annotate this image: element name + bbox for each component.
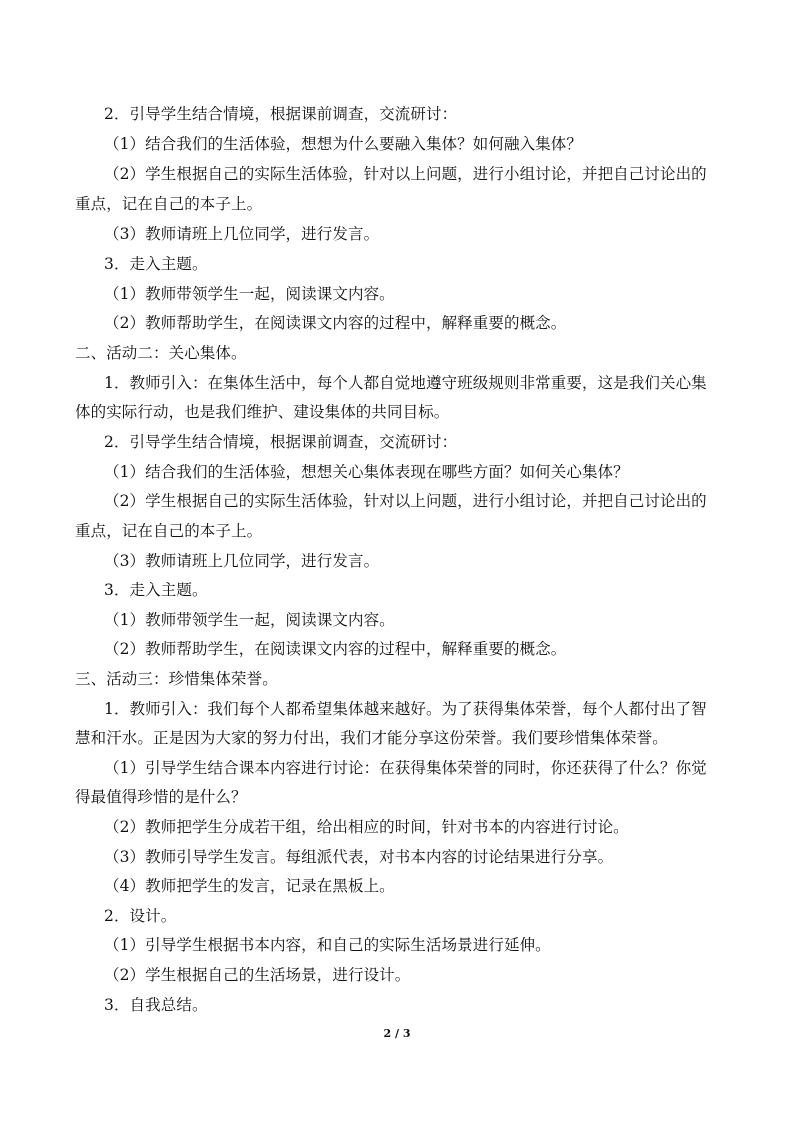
text-line: （2）教师把学生分成若干组，给出相应的时间，针对书本的内容进行讨论。 [104, 818, 629, 836]
text-line: （1）教师带领学生一起，阅读课文内容。 [104, 611, 395, 629]
text-line: 慧和汗水。正是因为大家的努力付出，我们才能分享这份荣誉。我们要珍惜集体荣誉。 [75, 729, 668, 747]
text-line: （1）结合我们的生活体验，想想为什么要融入集体？如何融入集体？ [104, 135, 582, 153]
page-number: 2 / 3 [383, 1027, 411, 1040]
text-line: （2）教师帮助学生，在阅读课文内容的过程中，解释重要的概念。 [104, 314, 567, 332]
text-line: 重点，记在自己的本子上。 [75, 522, 263, 540]
text-line: 2．引导学生结合情境，根据课前调查，交流研讨： [104, 433, 458, 451]
text-line: （1）结合我们的生活体验，想想关心集体表现在哪些方面？如何关心集体？ [104, 463, 629, 481]
text-line: 2．设计。 [104, 907, 177, 925]
text-line: 得最值得珍惜的是什么？ [75, 788, 247, 806]
text-line: 3．自我总结。 [104, 996, 208, 1014]
text-line: 1．教师引入：我们每个人都希望集体越来越好。为了获得集体荣誉，每个人都付出了智 [104, 700, 707, 718]
text-line: （3）教师引导学生发言。每组派代表，对书本内容的讨论结果进行分享。 [104, 848, 614, 866]
text-line: （1）教师带领学生一起，阅读课文内容。 [104, 285, 395, 303]
text-line: 1．教师引入：在集体生活中，每个人都自觉地遵守班级规则非常重要，这是我们关心集 [104, 374, 707, 392]
section-heading: 三、活动三：珍惜集体荣誉。 [75, 670, 278, 688]
text-line: 3．走入主题。 [104, 581, 208, 599]
text-line: （2）学生根据自己的实际生活体验，针对以上问题，进行小组讨论，并把自己讨论出的 [104, 165, 707, 183]
text-line: 3．走入主题。 [104, 255, 208, 273]
text-line: 2．引导学生结合情境，根据课前调查，交流研讨： [104, 105, 458, 123]
text-line: （2）学生根据自己的生活场景，进行设计。 [104, 966, 411, 984]
text-line: （4）教师把学生的发言，记录在黑板上。 [104, 877, 395, 895]
text-line: （1）引导学生结合课本内容进行讨论：在获得集体荣誉的同时，你还获得了什么？你觉 [104, 759, 707, 777]
text-line: 重点，记在自己的本子上。 [75, 195, 263, 213]
section-heading: 二、活动二：关心集体。 [75, 344, 247, 362]
text-line: （2）教师帮助学生，在阅读课文内容的过程中，解释重要的概念。 [104, 640, 567, 658]
text-line: （3）教师请班上几位同学，进行发言。 [104, 552, 380, 570]
text-line: 体的实际行动，也是我们维护、建设集体的共同目标。 [75, 403, 450, 421]
text-line: （3）教师请班上几位同学，进行发言。 [104, 225, 380, 243]
text-line: （1）引导学生根据书本内容，和自己的实际生活场景进行延伸。 [104, 936, 551, 954]
text-line: （2）学生根据自己的实际生活体验，针对以上问题，进行小组讨论，并把自己讨论出的 [104, 492, 707, 510]
